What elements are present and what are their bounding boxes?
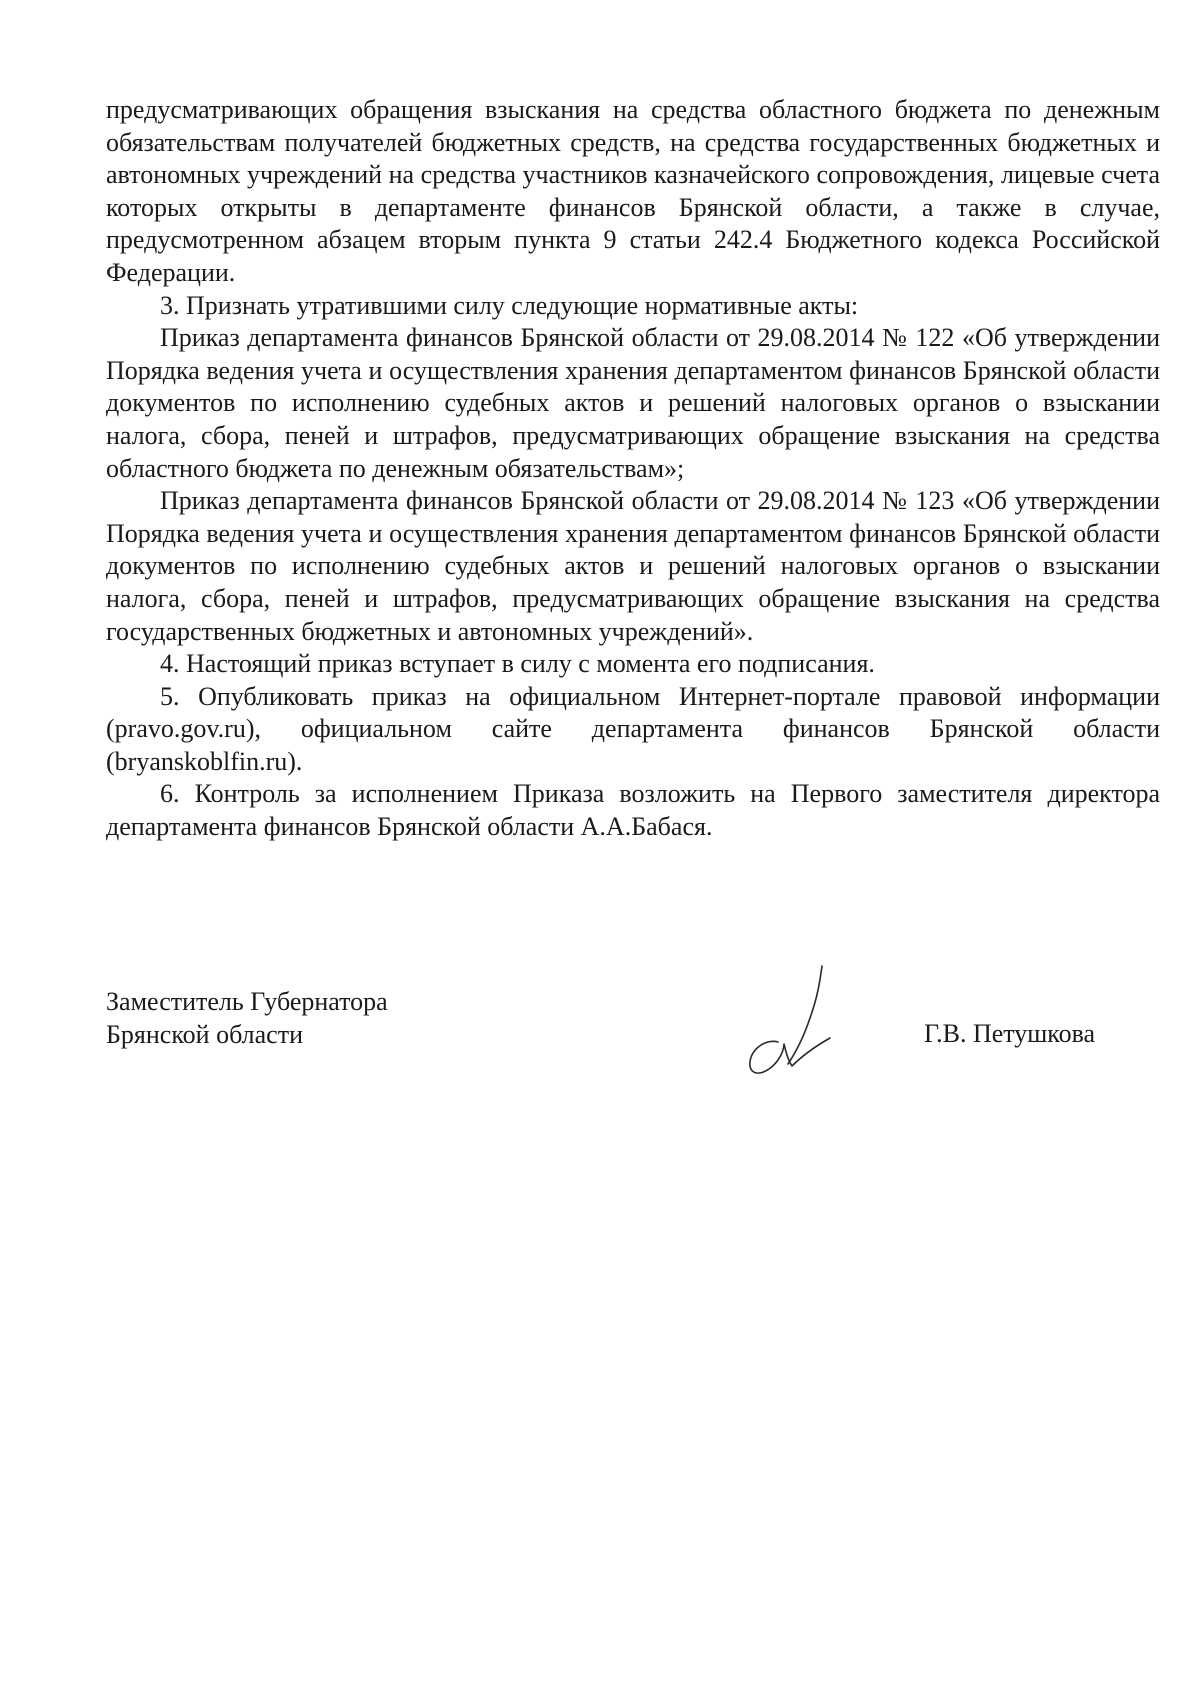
document-body	[106, 94, 1160, 844]
paragraph-continuation: предусматривающих обращения взыскания на средства областного бюджета по денежным обязательствам получателей бюджетных средств, на средства государственных бюджетных и автономных учреждений на средства участников казначейского сопровождения, лицевые счета которых открыты в департаменте финансов Брянской области, а также в случае, предусмотренном абзацем вторым пункта 9 статьи 242.4 Бюджетного кодекса Российской Федерации.	[106, 95, 1160, 287]
paragraph-order-123: Приказ департамента финансов Брянской области от 29.08.2014 № 123 «Об утверждении Порядка ведения учета и осуществления хранения департаментом финансов Брянской области документов по исполнению судебных актов и решений налоговых органов о взыскании налога, сбора, пеней и штрафов, предусматривающих обращение взыскания на средства государственных бюджетных и автономных учреждений».	[106, 486, 1160, 646]
signer-position-line-1: Заместитель Губернатора	[106, 987, 388, 1016]
handwritten-signature	[738, 960, 848, 1080]
paragraph-item-4: 4. Настоящий приказ вступает в силу с момента его подписания.	[160, 649, 875, 679]
signer-position	[106, 986, 388, 1051]
signer-name: Г.В. Петушкова	[924, 1019, 1096, 1048]
signer-position-line-2: Брянской области	[106, 1019, 303, 1049]
paragraph-item-5: 5. Опубликовать приказ на официальном Интернет-портале правовой информации (pravo.gov.ru), официальном сайте департамента финансов Брянской области (bryanskoblfin.ru).	[106, 681, 1160, 776]
paragraph-item-6: 6. Контроль за исполнением Приказа возложить на Первого заместителя директора департамента финансов Брянской области А.А.Бабася.	[106, 779, 1160, 842]
paragraph-order-122: Приказ департамента финансов Брянской области от 29.08.2014 № 122 «Об утверждении Порядка ведения учета и осуществления хранения департаментом финансов Брянской области документов по исполнению судебных актов и решений налоговых органов о взыскании налога, сбора, пеней и штрафов, предусматривающих обращение взыскания на средства областного бюджета по денежным обязательствам»;	[106, 323, 1160, 483]
paragraph-item-3: 3. Признать утратившими силу следующие нормативные акты:	[160, 290, 859, 320]
